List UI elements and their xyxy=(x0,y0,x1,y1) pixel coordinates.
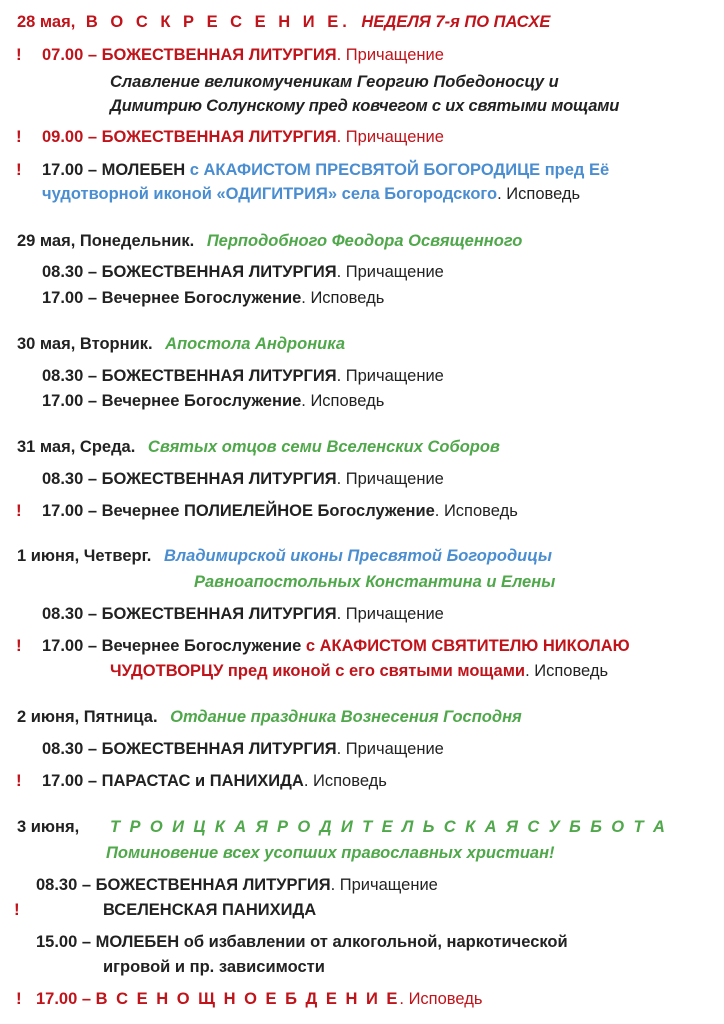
service-line xyxy=(42,636,630,656)
service-note: . Причащение xyxy=(336,128,444,146)
service-note: . Причащение xyxy=(336,740,444,758)
day-header-3-june: 3 июня, xyxy=(17,818,80,836)
service-note: . Причащение xyxy=(336,46,444,64)
important-mark: ! xyxy=(16,45,22,64)
important-mark: ! xyxy=(16,501,22,520)
service-title: БОЖЕСТВЕННАЯ ЛИТУРГИЯ xyxy=(101,46,337,64)
service-title: с АКАФИСТОМ СВЯТИТЕЛЮ НИКОЛАЮ xyxy=(301,637,630,655)
service-line-cont xyxy=(110,661,608,681)
service-line xyxy=(42,127,444,147)
service-time: 17.00 – Вечернее Богослужение xyxy=(42,392,302,410)
day-saint: Т Р О И Ц К А Я Р О Д И Т Е Л Ь С К А Я С У Б Б О Т А xyxy=(110,818,668,836)
service-time: 07.00 – xyxy=(42,46,98,64)
service-detail: Славление великомученикам Георгию Победоносцу и xyxy=(110,73,559,91)
service-note: . Причащение xyxy=(336,263,444,281)
day-weekday: В О С К Р Е С Е Н И Е. xyxy=(85,13,351,31)
day-saint: Перподобного Феодора Освященного xyxy=(206,232,523,250)
service-time: 17.00 – ПАРАСТАС и ПАНИХИДА xyxy=(42,772,304,790)
service-time: 08.30 – БОЖЕСТВЕННАЯ ЛИТУРГИЯ xyxy=(42,367,337,385)
service-title: В С Е Н О Щ Н О Е Б Д Е Н И Е xyxy=(95,990,400,1008)
service-time: 17.00 – Вечернее Богослужение xyxy=(42,637,302,655)
day-saint: Отдание праздника Вознесения Господня xyxy=(170,708,522,726)
service-line xyxy=(42,262,444,282)
service-time: 08.30 – БОЖЕСТВЕННАЯ ЛИТУРГИЯ xyxy=(42,470,337,488)
day-saint-2: Поминовение всех усопших православных христиан! xyxy=(106,844,555,862)
service-note: . Исповедь xyxy=(399,990,483,1008)
service-note: . Причащение xyxy=(336,470,444,488)
important-mark: ! xyxy=(16,127,22,146)
service-time: 17.00 – МОЛЕБЕН xyxy=(42,161,186,179)
day-header-29-may xyxy=(17,231,522,251)
important-mark: ! xyxy=(16,160,22,179)
service-note: . Исповедь xyxy=(497,185,581,203)
service-note: . Причащение xyxy=(336,605,444,623)
service-detail: Димитрию Солунскому пред ковчегом с их святыми мощами xyxy=(110,97,620,115)
service-line xyxy=(42,604,444,624)
service-line xyxy=(42,391,384,411)
important-mark: ! xyxy=(16,989,22,1008)
service-note: . Исповедь xyxy=(434,502,518,520)
service-line-cont: ВСЕЛЕНСКАЯ ПАНИХИДА xyxy=(103,901,317,919)
day-header-30-may xyxy=(17,334,345,354)
service-line xyxy=(42,501,518,521)
service-note: . Исповедь xyxy=(301,392,385,410)
service-line: 15.00 – МОЛЕБЕН об избавлении от алкогольной, наркотической xyxy=(36,933,568,951)
service-note: . Причащение xyxy=(330,876,438,894)
service-line xyxy=(42,739,444,759)
day-header-31-may xyxy=(17,437,500,457)
service-line-cont xyxy=(42,184,580,204)
important-mark: ! xyxy=(16,636,22,655)
day-date: 30 мая, Вторник. xyxy=(17,335,153,353)
day-date: 2 июня, Пятница. xyxy=(17,708,158,726)
day-saint: Апостола Андроника xyxy=(165,335,346,353)
day-date: 1 июня, Четверг. xyxy=(17,547,152,565)
service-time: 08.30 – БОЖЕСТВЕННАЯ ЛИТУРГИЯ xyxy=(42,263,337,281)
service-note: . Исповедь xyxy=(303,772,387,790)
important-mark: ! xyxy=(16,771,22,790)
service-time: 17.00 – xyxy=(36,990,92,1008)
day-header-28-may xyxy=(17,12,550,32)
service-title: чудотворной иконой «ОДИГИТРИЯ» села Богородского xyxy=(42,185,498,203)
service-line xyxy=(42,469,444,489)
service-title: ЧУДОТВОРЦУ пред иконой с его святыми мощами xyxy=(110,662,526,680)
service-line xyxy=(42,288,384,308)
service-title: БОЖЕСТВЕННАЯ ЛИТУРГИЯ xyxy=(101,128,337,146)
service-time: 17.00 – Вечернее ПОЛИЕЛЕЙНОЕ Богослужение xyxy=(42,502,435,520)
day-saint: Святых отцов семи Вселенских Соборов xyxy=(147,438,500,456)
service-time: 08.30 – БОЖЕСТВЕННАЯ ЛИТУРГИЯ xyxy=(42,605,337,623)
day-date: 31 мая, Среда. xyxy=(17,438,136,456)
service-line xyxy=(42,366,444,386)
day-date: 29 мая, Понедельник. xyxy=(17,232,195,250)
day-header-1-june xyxy=(17,546,552,566)
service-time: 08.30 – БОЖЕСТВЕННАЯ ЛИТУРГИЯ xyxy=(36,876,331,894)
service-line xyxy=(42,45,444,65)
important-mark: ! xyxy=(14,900,20,919)
service-line xyxy=(42,160,609,180)
service-line xyxy=(42,771,387,791)
service-line xyxy=(36,875,438,895)
service-line-cont: игровой и пр. зависимости xyxy=(103,958,325,976)
service-title: с АКАФИСТОМ ПРЕСВЯТОЙ БОГОРОДИЦЕ пред Её xyxy=(185,161,610,179)
service-time: 08.30 – БОЖЕСТВЕННАЯ ЛИТУРГИЯ xyxy=(42,740,337,758)
service-note: . Причащение xyxy=(336,367,444,385)
day-saint-2: Равноапостольных Константина и Елены xyxy=(194,573,556,591)
day-saint: Владимирской иконы Пресвятой Богородицы xyxy=(163,547,553,565)
day-header-2-june xyxy=(17,707,522,727)
day-note: НЕДЕЛЯ 7-я ПО ПАСХЕ xyxy=(361,13,551,31)
service-note: . Исповедь xyxy=(525,662,609,680)
service-note: . Исповедь xyxy=(301,289,385,307)
day-date: 28 мая, xyxy=(17,13,76,31)
service-time: 09.00 – xyxy=(42,128,98,146)
service-line xyxy=(36,989,482,1009)
service-time: 17.00 – Вечернее Богослужение xyxy=(42,289,302,307)
